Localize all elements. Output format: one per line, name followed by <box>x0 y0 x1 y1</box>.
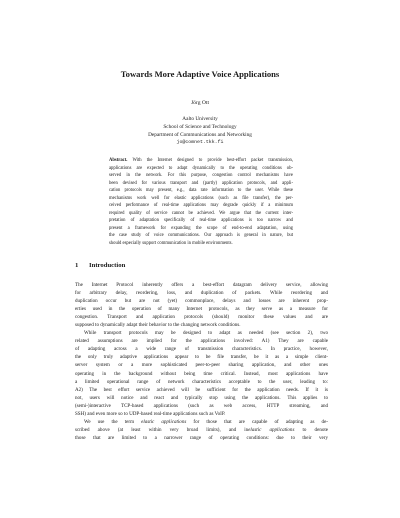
author-name: Jörg Ott <box>190 100 210 106</box>
body-line: not, users will notice and react and typically stop using the applications. This applies to <box>75 394 328 401</box>
body-line: We use the term elastic applications for those that are capable of adapting as de- <box>84 418 328 425</box>
abstract-line: ceived performance of real-time applications may degrade quickly if a minimum <box>109 203 293 209</box>
abstract-line: mechanisms work well for elastic applications (such as file transfer), the per- <box>109 195 293 201</box>
affiliation-school: School of Science and Technology <box>163 124 237 131</box>
body-line: related assumptions are implied for the applications involved: A1) They are capable <box>75 338 328 345</box>
body-line: While transport protocols may be designed to adapt as needed (see section 2), two <box>84 330 328 337</box>
body-line: (semi-)interactive TCP-based applications (such as web access, HTTP streaming, and <box>75 402 328 409</box>
body-line: scribed above (at least within very broad limits), and inelastic applications to denote <box>75 426 329 433</box>
affiliation-department: Department of Communications and Networking <box>148 132 252 139</box>
body-line: those that are limited to a narrower range of operating conditions: due to their very <box>75 434 328 441</box>
body-line: operating in the background without being time critical. Instead, most applications have <box>75 370 328 377</box>
section-heading <box>75 262 125 269</box>
abstract-line: served in the network. For this purpose, congestion control mechanisms have <box>109 173 293 179</box>
author-email: jo@comnet.tkk.fi <box>176 140 224 146</box>
body-line: SSH) and even more so to UDP-based real-time applications such as VoIP. <box>75 410 226 417</box>
abstract-line: required quality of service cannot be achieved. We argue that the current inter- <box>109 210 293 216</box>
abstract-line: pretation of adaptation specifically of real-time applications is too narrow and <box>109 218 293 224</box>
body-line: congestion. Transport and application protocols (should) monitor these values and are <box>75 314 328 321</box>
paragraph <box>75 418 328 442</box>
body-line: server system or a more sophisticated peer-to-peer sharing application, and other ones <box>75 362 328 369</box>
body-line: duplication occur but are not (yet) commonplace, delays and losses are inherent prop- <box>75 298 328 305</box>
abstract-line: applications are expected to adapt dynamically to the operating conditions ob- <box>109 165 293 171</box>
body-line: A2) The best effort service achieved will be sufficient for the application needs. If it is <box>75 386 328 393</box>
paper-title: Towards More Adaptive Voice Applications <box>120 69 280 79</box>
section-body <box>75 281 328 442</box>
body-line: supposed to dynamically adapt their behavior to the changing network conditions. <box>75 322 241 329</box>
body-line: The Internet Protocol inherently offers a best-effort datagram delivery service, allowing <box>75 282 328 288</box>
abstract-line: been devised for various transport and (partly) application protocols, and appli- <box>109 180 293 186</box>
section-number: 1 <box>75 262 79 269</box>
abstract <box>109 157 293 248</box>
body-line: for arbitrary delay, reordering, loss, and duplication of packets. While reordering and <box>75 290 328 297</box>
abstract-line: should especially support communication in mobile environments. <box>109 241 233 247</box>
abstract-label: Abstract. <box>109 158 128 163</box>
paragraph <box>75 329 328 418</box>
body-line: a limited operational range of network characteristics acceptable to the user, leading to: <box>75 378 328 385</box>
body-line: the only truly adaptive applications appear to be file transfer, be it as a simple client- <box>75 354 328 361</box>
body-line: erties used in the operation of many Internet protocols, as they serve as a measure for <box>75 306 328 313</box>
abstract-line: cation protocols may present, e.g., data rate information to the user. While these <box>109 188 293 194</box>
body-line: of adapting across a wide range of transmission characteristics. In practice, however, <box>75 346 328 353</box>
abstract-line: present a framework for expanding the scope of end-to-end adaptation, using <box>109 225 293 231</box>
author-affiliation <box>0 115 400 147</box>
abstract-line: With the Internet designed to provide best-effort packet transmission, <box>132 158 294 163</box>
paragraph <box>75 281 328 329</box>
abstract-line: the case study of voice communications. Our approach is general in nature, but <box>109 233 293 239</box>
affiliation-university: Aalto University <box>182 116 218 122</box>
section-title: Introduction <box>89 262 126 269</box>
